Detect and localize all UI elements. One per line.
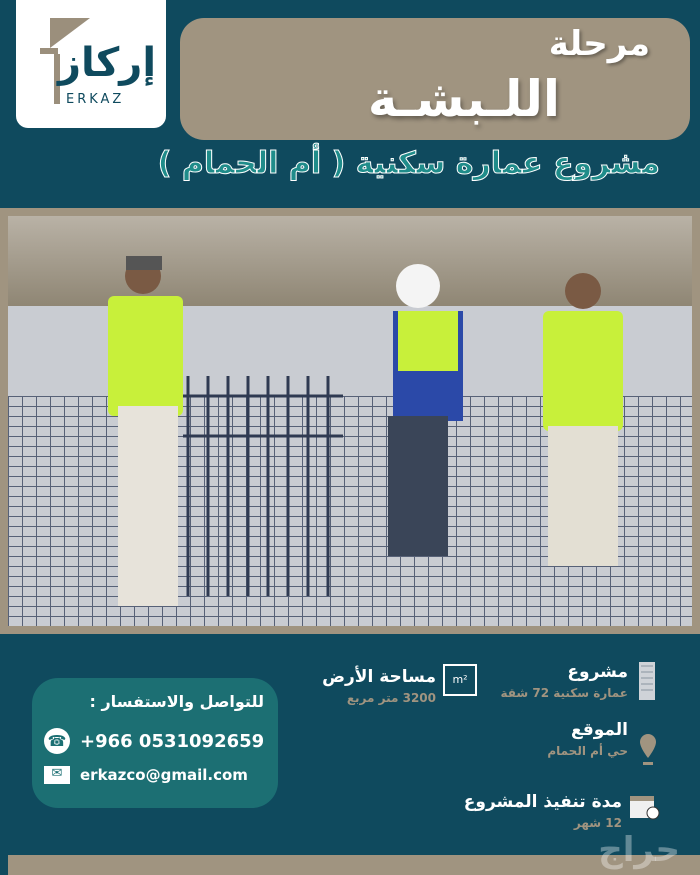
phone-number[interactable]: +966 0531092659 (80, 730, 265, 752)
email-address[interactable]: erkazco@gmail.com (80, 766, 248, 784)
title-banner (180, 18, 690, 140)
location-pin-icon (638, 732, 658, 772)
project-value: عمارة سكنية 72 شقة (500, 686, 628, 700)
logo-arabic: إركاز (58, 40, 157, 86)
phone-icon: ☎ (44, 728, 70, 754)
phone-row[interactable] (44, 728, 264, 754)
location-value: حي أم الحمام (547, 744, 628, 758)
construction-site-photo (8, 216, 692, 626)
logo-english: ERKAZ (66, 92, 125, 107)
project-label: مشروع (567, 662, 628, 682)
worker-left (108, 256, 183, 606)
project-info (500, 662, 628, 700)
duration-value: 12 شهر (573, 816, 622, 830)
email-row[interactable] (44, 766, 248, 784)
area-label: مساحة الأرض (322, 667, 436, 687)
duration-label: مدة تنفيذ المشروع (463, 792, 622, 812)
area-m2-icon: m² (443, 664, 477, 696)
subtitle: مشروع عمارة سكنية ( أم الحمام ) (157, 146, 660, 181)
email-icon: ✉ (44, 766, 70, 784)
watermark: حراج (598, 830, 680, 870)
duration-info (464, 792, 622, 830)
location-info (547, 720, 628, 758)
site-photo-frame (0, 208, 700, 634)
title-line1: مرحلة (548, 24, 650, 64)
location-label: الموقع (570, 720, 628, 740)
logo (16, 0, 166, 128)
area-info (322, 667, 436, 705)
contact-box (32, 678, 278, 808)
building-icon (637, 660, 659, 706)
contact-heading: للتواصل والاستفسار : (89, 692, 264, 711)
footer-bar (8, 855, 700, 875)
worker-right (543, 273, 623, 566)
area-value: 3200 متر مربع (346, 691, 436, 705)
calendar-clock-icon (629, 793, 661, 825)
title-line2: اللـبشـة (367, 70, 560, 128)
